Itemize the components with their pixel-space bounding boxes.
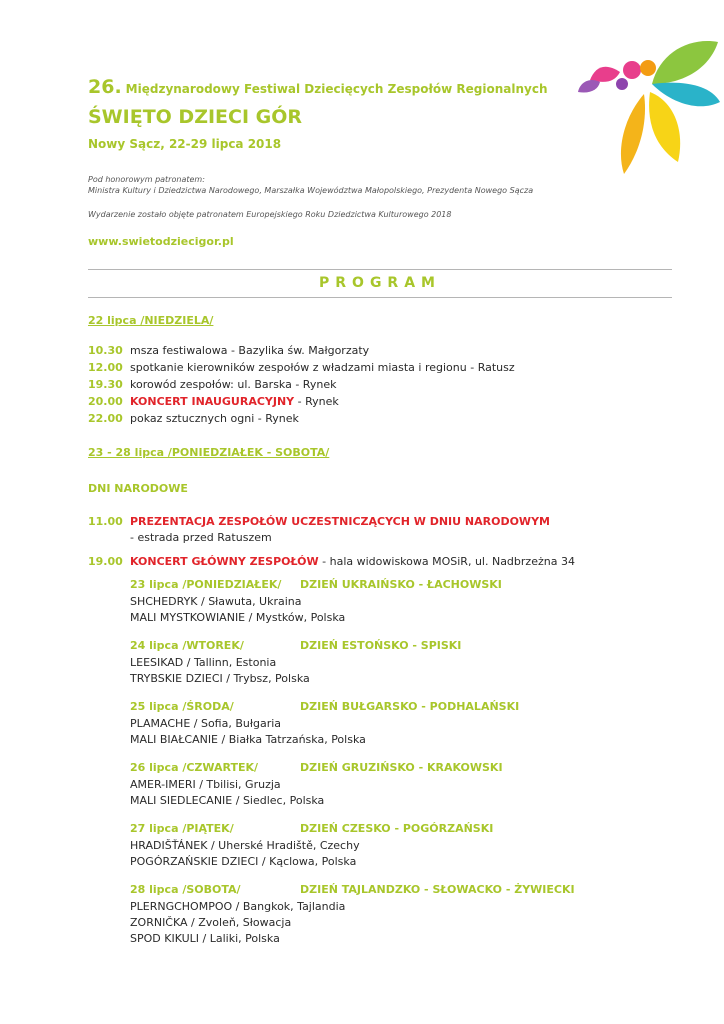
event-highlight: PREZENTACJA ZESPOŁÓW UCZESTNICZĄCYCH W DNIU NARODOWYM [130,515,550,528]
event-time: 11.00 [88,515,123,528]
schedule-date: 23 lipca /PONIEDZIAŁEK/ [130,578,282,591]
schedule-theme: DZIEŃ CZESKO - POGÓRZAŃSKI [300,822,494,835]
days2-heading: 23 - 28 lipca /PONIEDZIAŁEK - SOBOTA/ [88,446,330,459]
event-time: 19.00 [88,555,123,568]
event-text: korowód zespołów: ul. Barska - Rynek [130,378,337,391]
day1-heading: 22 lipca /NIEDZIELA/ [88,314,214,327]
schedule-date: 25 lipca /ŚRODA/ [130,700,234,713]
schedule-theme: DZIEŃ GRUZIŃSKO - KRAKOWSKI [300,761,503,774]
schedule-day [130,639,462,652]
event-row [88,554,575,570]
schedule-date: 26 lipca /CZWARTEK/ [130,761,259,774]
event-highlight: KONCERT INAUGURACYJNY [130,395,295,408]
event-text: pokaz sztucznych ogni - Rynek [130,412,299,425]
group-item: TRYBSKIE DZIECI / Trybsz, Polska [130,672,310,685]
divider-top [88,269,672,270]
event-row [88,343,369,359]
event-highlight: KONCERT GŁÓWNY ZESPOŁÓW [130,555,319,568]
patronage-patrons: Ministra Kultury i Dziedzictwa Narodowego, Marszałka Województwa Małopolskiego, Prezydenta Nowego Sącza [88,186,534,195]
festival-name [88,76,548,98]
group-item: MALI MYSTKOWIANIE / Mystków, Polska [130,611,346,624]
event-row [88,514,550,530]
divider-bottom [88,297,672,298]
event-row [88,360,515,376]
event-time: 22.00 [88,412,123,425]
schedule-day [130,822,494,835]
schedule-theme: DZIEŃ BUŁGARSKO - PODHALAŃSKI [300,700,520,713]
group-item: ZORNIČKA / Zvoleň, Słowacja [130,916,292,929]
schedule-day [130,761,503,774]
event-subtext: - estrada przed Ratuszem [130,531,272,544]
program-heading: PROGRAM [319,275,441,291]
schedule-theme: DZIEŃ TAJLANDZKO - SŁOWACKO - ŻYWIECKI [300,883,575,896]
schedule-day [130,578,502,591]
group-item: POGÓRZAŃSKIE DZIECI / Kąclowa, Polska [130,855,357,868]
schedule-theme: DZIEŃ UKRAIŃSKO - ŁACHOWSKI [300,578,502,591]
schedule-date: 27 lipca /PIĄTEK/ [130,822,234,835]
group-item: SPOD KIKULI / Laliki, Polska [130,932,280,945]
event-text: - Rynek [294,395,339,408]
event-text: spotkanie kierowników zespołów z władzami miasta i regionu - Ratusz [130,361,515,374]
group-item: AMER-IMERI / Tbilisi, Gruzja [130,778,281,791]
festival-logo-icon [560,22,720,182]
schedule-date: 28 lipca /SOBOTA/ [130,883,241,896]
event-time: 10.30 [88,344,123,357]
event-time: 19.30 [88,378,123,391]
schedule-theme: DZIEŃ ESTOŃSKO - SPISKI [300,639,462,652]
group-item: LEESIKAD / Tallinn, Estonia [130,656,277,669]
event-time: 12.00 [88,361,123,374]
event-text: - hala widowiskowa MOSiR, ul. Nadbrzeżna 34 [318,555,575,568]
event-row [88,377,336,393]
group-item: MALI SIEDLECANIE / Siedlec, Polska [130,794,325,807]
event-text: msza festiwalowa - Bazylika św. Małgorzaty [130,344,370,357]
group-item: MALI BIAŁCANIE / Białka Tatrzańska, Polska [130,733,366,746]
national-days-heading: DNI NARODOWE [88,482,188,495]
patronage-label: Pod honorowym patronatem: [88,175,205,184]
event-row [88,411,299,427]
festival-full-name: Międzynarodowy Festiwal Dziecięcych Zespołów Regionalnych [125,82,548,96]
schedule-day [130,883,575,896]
festival-title: ŚWIĘTO DZIECI GÓR [88,106,303,128]
event-time: 20.00 [88,395,123,408]
edition-number: 26. [88,76,122,98]
group-item: PLERNGCHOMPOO / Bangkok, Tajlandia [130,900,346,913]
group-item: SHCHEDRYK / Sławuta, Ukraina [130,595,302,608]
event-row [88,394,339,410]
festival-location-date: Nowy Sącz, 22-29 lipca 2018 [88,137,282,151]
group-item: PLAMACHE / Sofia, Bułgaria [130,717,282,730]
schedule-day [130,700,520,713]
website-link[interactable]: www.swietodziecigor.pl [88,235,234,248]
patronage-note: Wydarzenie zostało objęte patronatem Europejskiego Roku Dziedzictwa Kulturowego 2018 [88,210,452,219]
schedule-date: 24 lipca /WTOREK/ [130,639,244,652]
group-item: HRADIŠŤÁNEK / Uherské Hradiště, Czechy [130,839,360,852]
